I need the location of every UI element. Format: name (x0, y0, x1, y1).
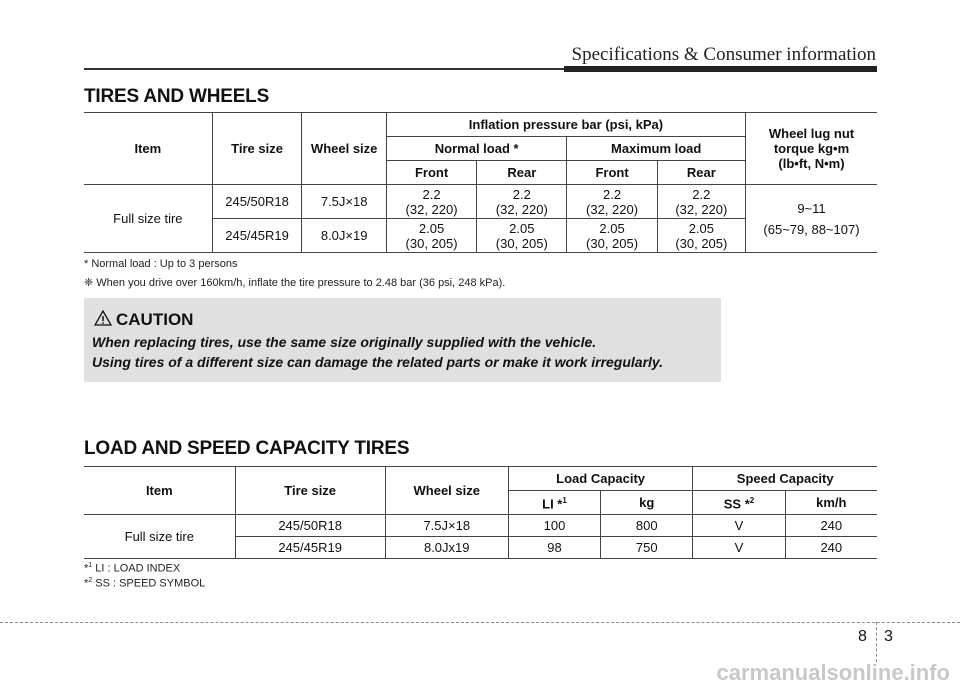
torque-converted: (65~79, 88~107) (763, 221, 860, 237)
cell-pressure: 2.05 (30, 205) (477, 219, 567, 253)
cell-kg: 800 (601, 515, 693, 537)
header-rule (84, 68, 564, 70)
th-kmh: km/h (785, 491, 877, 515)
th-wheel-size: Wheel size (302, 113, 387, 185)
th-item: Item (84, 113, 212, 185)
th-wheel-size: Wheel size (385, 467, 508, 515)
th-lug-nut-l3: (lb•ft, N•m) (778, 156, 845, 171)
cell-pressure: 2.05 (30, 205) (657, 219, 745, 253)
page-divider (876, 622, 877, 662)
load-speed-heading: LOAD AND SPEED CAPACITY TIRES (84, 438, 410, 459)
th-front: Front (386, 161, 476, 185)
th-item: Item (84, 467, 235, 515)
cell-wheel-size: 7.5J×18 (385, 515, 508, 537)
cell-wheel-size: 8.0J×19 (302, 219, 387, 253)
header-bar (564, 66, 877, 72)
cell-torque (745, 185, 877, 253)
cell-ss: V (693, 537, 785, 559)
cell-li: 100 (508, 515, 600, 537)
tires-wheels-heading: TIRES AND WHEELS (84, 86, 270, 107)
cell-tire-size: 245/45R19 (235, 537, 385, 559)
footnote-high-speed: ❈ When you drive over 160km/h, inflate the tire pressure to 2.48 bar (36 psi, 248 kPa). (84, 277, 506, 289)
caution-title: CAUTION (116, 310, 194, 329)
cell-kmh: 240 (785, 537, 877, 559)
cell-li: 98 (508, 537, 600, 559)
th-ss: SS *$^2$ (693, 491, 785, 515)
footnote-normal-load: * Normal load : Up to 3 persons (84, 258, 238, 270)
chapter-number: 8 (858, 628, 867, 645)
cell-kmh: 240 (785, 515, 877, 537)
cell-pressure: 2.05 (30, 205) (386, 219, 476, 253)
th-tire-size: Tire size (212, 113, 302, 185)
th-li: LI *$^1$ (508, 491, 600, 515)
th-lug-nut-l2: torque kg•m (773, 141, 850, 156)
th-front: Front (567, 161, 657, 185)
caution-line-2: Using tires of a different size can damage the related parts or make it work irregularly. (92, 354, 664, 370)
torque-value: 9~11 (797, 200, 826, 216)
tires-wheels-table (84, 112, 877, 253)
cell-kg: 750 (601, 537, 693, 559)
cell-pressure: 2.2 (32, 220) (386, 185, 476, 219)
caution-line-1: When replacing tires, use the same size originally supplied with the vehicle. (92, 334, 597, 350)
th-tire-size: Tire size (235, 467, 385, 515)
page-number: 3 (884, 628, 893, 645)
th-normal-load: Normal load * (386, 137, 567, 161)
cell-tire-size: 245/45R19 (212, 219, 302, 253)
section-title: Specifications & Consumer information (571, 44, 876, 65)
footnote-load-index: *$^1$ LI : LOAD INDEX (84, 562, 181, 575)
th-rear: Rear (657, 161, 745, 185)
cell-pressure: 2.2 (32, 220) (657, 185, 745, 219)
th-rear: Rear (477, 161, 567, 185)
th-lug-nut (745, 113, 877, 185)
th-speed-capacity: Speed Capacity (693, 467, 877, 491)
load-speed-table (84, 466, 877, 559)
cell-tire-size: 245/50R18 (212, 185, 302, 219)
th-lug-nut-l1: Wheel lug nut (768, 126, 855, 141)
th-load-capacity: Load Capacity (508, 467, 693, 491)
row-label: Full size tire (84, 185, 212, 253)
cell-ss: V (693, 515, 785, 537)
cell-wheel-size: 7.5J×18 (302, 185, 387, 219)
cell-pressure: 2.05 (30, 205) (567, 219, 657, 253)
th-maximum-load: Maximum load (567, 137, 746, 161)
cell-pressure: 2.2 (32, 220) (567, 185, 657, 219)
caution-box (84, 298, 721, 382)
th-kg: kg (601, 491, 693, 515)
cell-tire-size: 245/50R18 (235, 515, 385, 537)
watermark: carmanualsonline.info (716, 660, 950, 685)
th-inflation: Inflation pressure bar (psi, kPa) (386, 113, 745, 137)
cell-wheel-size: 8.0Jx19 (385, 537, 508, 559)
row-label: Full size tire (84, 515, 235, 559)
warning-triangle-icon (94, 310, 112, 326)
cell-pressure: 2.2 (32, 220) (477, 185, 567, 219)
footer-rule (0, 622, 960, 623)
footnote-speed-symbol: *$^2$ SS : SPEED SYMBOL (84, 577, 206, 590)
